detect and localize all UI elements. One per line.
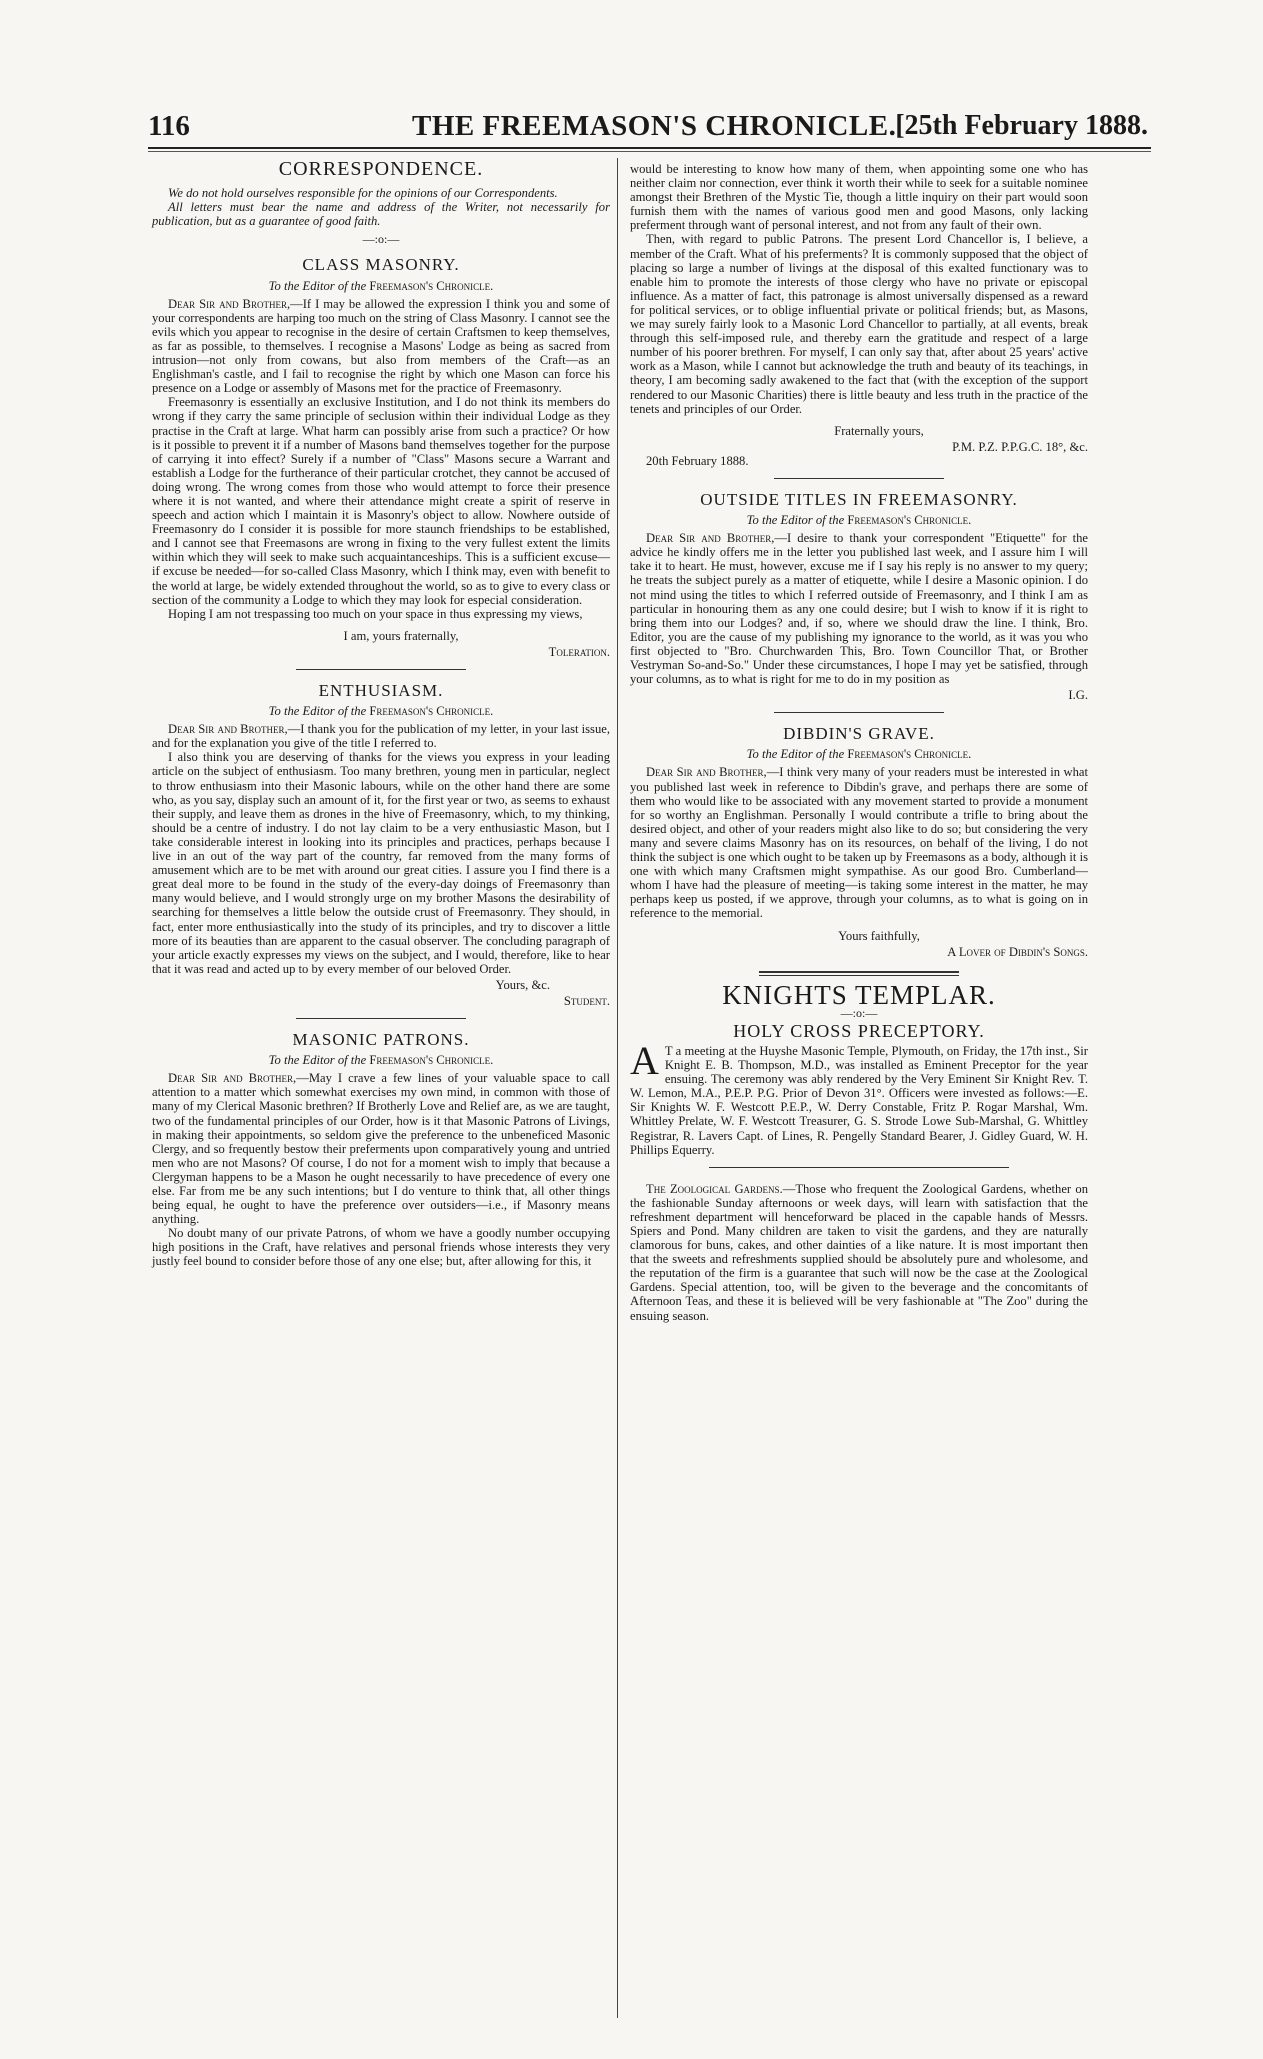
disclaimer-responsibility: We do not hold ourselves responsible for the opinions of our Correspondents. — [168, 186, 558, 201]
zoo-notice — [630, 1182, 1088, 1323]
letter-closing: Yours faithfully, — [838, 928, 920, 943]
drop-cap: A — [630, 1037, 659, 1083]
section-rule — [774, 478, 944, 479]
holy-cross-heading: HOLY CROSS PRECEPTORY. — [733, 1020, 985, 1041]
letter-paragraph: Dear Sir and Brother,—May I crave a few lines of your valuable space to call attention to a matter which somewhat exercises my own mind, in common with those of many of my Clerical Masonic brethren? If Brotherly Love and Relief are, as we are taught, two of the fundamental principles of our Order, how is it that Masonic Patrons of Livings, in making their appointments, so seldom give the preference to the unbeneficed Masonic Clergy, and so frequently bestow their preferments upon comparatively young and untried men who are not Masons? Of course, I do not for a moment wish to imply that because a Clergyman happens to be a Mason he ought necessarily to have precedence of every one else. Far from me be any such intentions; but I do venture to think that, all other things being equal, he ought to have the preference over outsiders—i.e., if Masonry means anything. — [152, 1071, 610, 1227]
to-editor-line: To the Editor of the Freemason's Chronicle. — [268, 1053, 494, 1068]
letter-closing: Fraternally yours, — [834, 423, 924, 438]
section-rule — [774, 712, 944, 713]
letter-signature: I.G. — [1068, 688, 1088, 703]
notice-paragraph: The Zoological Gardens.—Those who frequent the Zoological Gardens, whether on the fashionable Sunday afternoons or week days, will learn with satisfaction that the refreshment department will henceforward be placed in the capable hands of Messrs. Spiers and Pond. Many children are taken to visit the gardens, and they are naturally clamorous for buns, cakes, and other dainties of a like nature. It is most important then that the sweets and refreshments supplied should be absolutely pure and wholesome, and the reputation of the firm is a guarantee that such will now be the case at the Zoological Gardens. Special attention, too, will be given to the beverage and the concomitants of Afternoon Teas, and these it is believed will be very fashionable at "The Zoo" during the ensuing season. — [630, 1181, 1089, 1323]
outside-titles-letter — [630, 489, 1089, 703]
salutation: Dear Sir and Brother, — [646, 765, 767, 780]
salutation: Dear Sir and Brother, — [168, 296, 291, 311]
letter-paragraph: Dear Sir and Brother,—I think very many of your readers must be interested in what you published last week in reference to Dibdin's grave, and perhaps there are some of them who would like to be associated with any movement started to provide a monument for so worthy an Englishman. Personally I would contribute a trifle to bring about the desired object, and other of your readers might also like to do so; but considering the very many and severe claims Masonry has on its resources, on behalf of the living, I do not think the subject is one which ought to be taken up by Freemasons as a body, although it is one with which many Craftsmen might sympathise. As our good Bro. Cumberland—whom I have had the pleasure of meeting—is taking some interest in the matter, he may perhaps keep us posted, if we approve, through your columns, as to what is going on in reference to the memorial. — [630, 765, 1088, 921]
class-masonry-letter — [152, 255, 611, 659]
letter-paragraph: I also think you are deserving of thanks for the views you express in your leading article on the subject of enthusiasm. Too many brethren, young men in particular, neglect to throw enthusiasm into their Masonic labours, while on the other hand there are some who, as you say, display such an amount of it, for the first year or two, as seems to exhaust their supply, and leave them as drones in the hive of Freemasonry, which, to my thinking, should be a centre of industry. I do not lay claim to be a very enthusiastic Mason, but I take considerable interest in looking into its principles and practices, perhaps because I live in an out of the way part of the country, far removed from the many forms of amusement which are to be met with around our great cities. I assure you I find there is a great deal more to be found in the study of the every-day doings of Freemasonry than many would believe, and I would strongly urge on my brother Masons the desirability of searching for themselves a little below the outside crust of Freemasonry. They should, in fact, enter more enthusiastically into the study of its principles, and try to discover a little more of its beauties than are apparent to the casual observer. The concluding paragraph of your article exactly expresses my views on the subject, and I would, therefore, like to hear that it was read and acted up to by every member of our beloved Order. — [152, 750, 610, 976]
masthead-rule — [148, 147, 1151, 149]
paper-title: THE FREEMASON'S CHRONICLE. — [412, 110, 897, 142]
dibdin-heading: DIBDIN'S GRAVE. — [783, 724, 935, 744]
masonic-patrons-letter — [152, 1030, 610, 1269]
correspondence-heading: CORRESPONDENCE. — [278, 158, 484, 180]
letter-paragraph: would be interesting to know how many of them, when appointing some one who has neither claim nor connection, ever think it worth their while to seek for a suitable nominee amongst their Brethren of the Mystic Tie, though a little inquiry on their part would soon furnish them with the names of various good men and good Masons, only lacking preferment through want of personal interest, and not from any fault of their own. — [630, 162, 1088, 233]
letter-signature: P.M. P.Z. P.P.G.C. 18°, &c. — [952, 439, 1088, 454]
letter-signature: Student. — [563, 993, 610, 1008]
column-divider — [617, 158, 618, 2018]
letter-paragraph: Hoping I am not trespassing too much on your space in thus expressing my views, — [168, 606, 583, 621]
dibdin-letter — [630, 724, 1088, 959]
disclaimer-letters: All letters must bear the name and address of the Writer, not necessarily for publication, but as a guarantee of good faith. — [152, 200, 610, 229]
page-number: 116 — [148, 110, 190, 142]
section-double-rule — [759, 971, 959, 976]
masthead-rule-thin — [148, 151, 1151, 152]
knights-templar-heading: KNIGHTS TEMPLAR. — [722, 979, 996, 1010]
left-column — [152, 158, 611, 1269]
letter-paragraph: Freemasonry is essentially an exclusive Institution, and I do not think its members do wrong if they carry the same principle of seclusion within their individual Lodge as they practise in the Craft at large. What harm can possibly arise from such a practice? Or how is it possible to prevent it if a number of Masons band themselves together for the purpose of carrying it into effect? Surely if a number of "Class" Masons secure a Warrant and establish a Lodge for the furtherance of their particular crotchet, they cannot be accused of doing wrong. The wrong comes from those who would attempt to force their presence where it is not wanted, and where their attendance might create a spirit of reserve in speech and action which I maintain it is Masonry's object to allow. Nowhere outside of Freemasonry do I consider it is possible for more staunch friendships to be established, and I cannot see that Freemasons are wrong in fixing to the very fullest extent the limits within which they will seek to make such acquaintanceships. This is a sufficient excuse—if excuse be needed—for so-called Class Masonry, which I think may, even with benefit to the world at large, be widely extended throughout the world, so as to give to every class or section of the community a Lodge to which they may look for especial consideration. — [152, 395, 610, 607]
letter-date: 20th February 1888. — [646, 453, 749, 468]
class-masonry-heading: CLASS MASONRY. — [302, 255, 460, 275]
letter-signature: Toleration. — [548, 644, 610, 659]
letter-paragraph: Dear Sir and Brother,—If I may be allowed the expression I think you and some of your correspondents are harping too much on the string of Class Masonry. I cannot see the evils which you appear to recognise in the desire of certain Craftsmen to keep themselves, as far as possible, to themselves. I recognise a Masons' Lodge as being as sacred from intrusion—not only from cowans, but also from members of the Craft—as an Englishman's castle, and I fail to recognise the right by which one Mason can force his presence on a Lodge or assembly of Masons met for the practice of Freemasonry. — [152, 296, 611, 396]
salutation: Dear Sir and Brother, — [646, 531, 775, 546]
ornamental-separator: —:o:— — [362, 232, 400, 247]
letter-paragraph: No doubt many of our private Patrons, of whom we have a goodly number occupying high positions in the Craft, have relatives and personal friends whose interests they very justly feel bound to consider before those of any one else; but, after allowing for this, it — [152, 1226, 610, 1269]
salutation: Dear Sir and Brother, — [168, 1071, 297, 1086]
masthead — [148, 110, 1148, 150]
masonic-patrons-continued — [630, 162, 1088, 468]
notice-lead: The Zoological Gardens. — [646, 1181, 783, 1196]
letter-closing: I am, yours fraternally, — [343, 628, 459, 643]
correspondence-section — [152, 158, 610, 247]
letter-closing: Yours, &c. — [495, 977, 550, 992]
to-editor-line: To the Editor of the Freemason's Chronicle. — [746, 513, 972, 528]
section-rule — [709, 1167, 1009, 1168]
section-rule — [296, 669, 466, 670]
section-rule — [296, 1018, 466, 1019]
letter-signature: A Lover of Dibdin's Songs. — [947, 944, 1088, 959]
masonic-patrons-heading: MASONIC PATRONS. — [292, 1030, 470, 1050]
outside-titles-heading: OUTSIDE TITLES IN FREEMASONRY. — [700, 489, 1018, 509]
report-paragraph: A T a meeting at the Huyshe Masonic Temple, Plymouth, on Friday, the 17th inst., Sir Knight E. B. Thompson, M.D., was installed as Eminent Preceptor for the year ensuing. The ceremony was ably rendered by the Very Eminent Sir Knight Rev. T. W. Lemon, M.A., P.E.P. P.G. Prior of Devon 31°. Officers were invested as follows:—E. Sir Knights W. F. Westcott P.E.P., W. Derry Constable, Fritz P. Rogar Marshal, Wm. Whittley Prelate, W. F. Westcott Treasurer, G. S. Strode Lowe Sub-Marshal, G. Whittley Registrar, R. Lavers Capt. of Lines, R. Pengelly Standard Bearer, J. Gidley Guard, W. H. Phillips Equerry. — [630, 1037, 1088, 1157]
to-editor-line: To the Editor of the Freemason's Chronicle. — [268, 278, 494, 293]
knights-templar-section — [630, 979, 1088, 1157]
letter-paragraph: Dear Sir and Brother,—I desire to thank your correspondent "Etiquette" for the advice he kindly offers me in the letter you published last week, and I assure him I will take it to heart. He must, however, excuse me if I say his reply is no answer to my query; he treats the subject purely as a matter of etiquette, while I desire a Masonic opinion. I do not mind using the titles to which I referred outside of Freemasonry, and I think I am as particular in honouring them as any one could desire; but I wish to know if it is right to bring them into our Lodges? and, if so, where we should draw the line. I think, Bro. Editor, you are the cause of my publishing my ignorance to the world, as it was you who first objected to "Bro. Churchwarden This, Bro. Town Councillor That, or Brother Vestryman So-and-So." Under these circumstances, I hope I may yet be satisfied, through your columns, as to what is right for me to do in my position as — [630, 531, 1089, 687]
issue-date: [25th February 1888. — [895, 110, 1148, 141]
right-column — [630, 162, 1088, 1323]
letter-paragraph: Dear Sir and Brother,—I thank you for the publication of my letter, in your last issue, and for the explanation you give of the title I referred to. — [152, 722, 610, 751]
to-editor-line: To the Editor of the Freemason's Chronicle. — [268, 704, 494, 719]
letter-paragraph: Then, with regard to public Patrons. The present Lord Chancellor is, I believe, a member of the Craft. What of his preferments? It is commonly supposed that the object of placing so large a number of livings at the disposal of this exalted functionary was to enable him to promote the interests of those clergy who have no private or episcopal influence. As a matter of fact, this patronage is almost universally dispensed as a reward for political services, or to oblige influential private or political friends; but, as Masons, we may surely fairly look to a Masonic Lord Chancellor to partially, at all events, break through this self-imposed rule, and thereby earn the gratitude and respect of a large number of his poorer brethren. For myself, I can only say that, after about 25 years' active work as a Mason, while I cannot but acknowledge the truth and beauty of its teachings, in theory, I am becoming sadly awakened to the fact that (with the exception of the support rendered to our Masonic Charities) there is little beauty and less truth in the practice of the tenets and principles of our Order. — [630, 232, 1088, 416]
ornamental-separator: —:o:— — [840, 1005, 878, 1020]
salutation: Dear Sir and Brother, — [168, 722, 288, 737]
to-editor-line: To the Editor of the Freemason's Chronicle. — [746, 747, 972, 762]
enthusiasm-heading: ENTHUSIASM. — [318, 681, 444, 700]
enthusiasm-letter — [152, 681, 610, 1008]
